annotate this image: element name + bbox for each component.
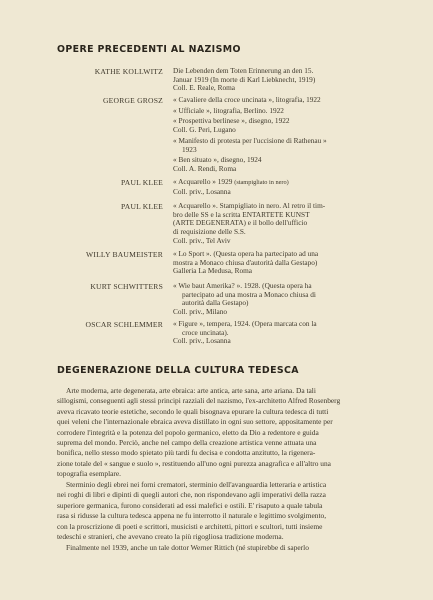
paragraph-line: bonifica, nello stesso modo spietato più tardi fu decisa e condotta anzitutto, la rigenera- <box>57 448 316 458</box>
artwork-detail-line <box>173 126 358 135</box>
artwork-detail-text: « Lo Sport ». (Questa opera ha partecipato ad una <box>173 249 319 258</box>
paragraph-line: Sterminio degli ebrei nei forni crematori, sterminio dell'avanguardia letteraria e artistica <box>66 480 327 489</box>
artwork-detail-text: « Acquarello » 1929 <box>173 177 233 186</box>
artwork-detail-text: di requisizione delle S.S. <box>173 227 246 237</box>
section-title-opere-precedenti: OPERE PRECEDENTI AL NAZISMO <box>57 44 241 55</box>
paragraph-line: Finalmente nel 1939, anche un tale dottor Werner Rittich (né stupirebbe di saperlo <box>66 543 309 552</box>
body-paragraph <box>57 386 371 480</box>
body-paragraph <box>57 480 371 542</box>
artwork-detail-text: 1923 <box>182 144 197 154</box>
artwork-detail-text: mostra a Monaco chiusa d'autorità dalla Gestapo) <box>173 257 318 267</box>
paragraph-line: rasa si ridusse la cultura tedesca appena ne fu interrotto il naturale e legittimo svolgimento, <box>57 511 327 521</box>
artwork-detail-line <box>173 146 358 155</box>
artwork-detail-text: Coll. priv., Losanna <box>173 186 231 196</box>
artwork-detail-text: Coll. priv., Milano <box>173 307 228 317</box>
artwork-detail-text: « Ufficiale », litografia, Berlino. 1922 <box>173 105 284 115</box>
artwork-detail-line <box>173 267 358 276</box>
artwork-details <box>173 96 358 174</box>
artist-name: GEORGE GROSZ <box>103 96 163 105</box>
paragraph-line: zione totale del « sangue e suolo », restituendo all'uno ogni purezza anagrafica e all'altro una <box>57 458 331 468</box>
paragraph-line: corrodere l'integrità e la potenza del popolo germanico, eletto da Dio a redentore e guida <box>57 427 319 437</box>
paragraph-line: tedeschi e stranieri, che avevano creato la più rigogliosa tradizione moderna. <box>57 532 284 542</box>
artwork-detail-text: bro delle SS e la scritta ENTARTETE KUNST <box>173 209 310 219</box>
artwork-detail-text: « Figure », tempera, 1924. (Opera marcata con la <box>173 319 317 328</box>
artist-name: WILLY BAUMEISTER <box>85 250 163 259</box>
artwork-details <box>173 320 358 346</box>
artwork-details <box>173 67 358 93</box>
artwork-detail-line <box>173 188 358 197</box>
artwork-detail-text: « Wie baut Amerika? ». 1928. (Questa opera ha <box>173 281 312 290</box>
artwork-detail-text: « Prospettiva berlinese », disegno, 1922 <box>173 116 290 126</box>
artwork-detail-text: Coll. A. Rendi, Roma <box>173 163 237 173</box>
paragraph-line: topografia esemplare. <box>57 469 122 479</box>
artwork-detail-line <box>173 107 358 116</box>
section-title-degenerazione: DEGENERAZIONE DELLA CULTURA TEDESCA <box>57 365 299 376</box>
artwork-detail-text: Coll. priv., Tel Aviv <box>173 235 231 245</box>
artwork-detail-text: Coll. priv., Losanna <box>173 336 231 346</box>
artist-name: OSCAR SCHLEMMER <box>85 320 163 329</box>
artwork-note: (stampigliato in nero) <box>234 179 289 186</box>
artwork-detail-line <box>173 165 358 174</box>
artwork-details <box>173 282 358 317</box>
artwork-details <box>173 202 358 246</box>
artwork-details <box>173 178 358 196</box>
artwork-detail-line <box>173 84 358 93</box>
paragraph-line: aveva ricavato teorie estetiche, secondo le quali bisognava epurare la cultura tedesca di tutti <box>57 406 329 416</box>
artwork-detail-text: partecipato ad una mostra a Monaco chiusa di <box>182 289 316 299</box>
artwork-detail-text: (ARTE DEGENERATA) e il bollo dell'ufficio <box>173 218 308 228</box>
artist-name: PAUL KLEE <box>121 178 163 187</box>
artwork-detail-text: « Cavaliere della croce uncinata », litografia, 1922 <box>173 95 321 104</box>
paragraph-line: sillogismi, conseguenti agli stessi principi razziali del nazismo, l'ex-architetto Alfred Rosenberg <box>57 396 341 406</box>
artwork-detail-text: Coll. E. Reale, Roma <box>173 83 236 93</box>
artwork-detail-line <box>173 308 358 317</box>
paragraph-line: Arte moderna, arte degenerata, arte ebraica: arte antica, arte sana, arte ariana. Da tali <box>66 386 316 395</box>
artwork-detail-line <box>173 137 358 146</box>
artwork-detail-text: Galleria La Medusa, Roma <box>173 266 253 276</box>
paragraph-line: nei roghi di libri e dipinti di quegli autori che, non rispondevano agli imperativi della razza <box>57 490 326 500</box>
paragraph-line: con la proscrizione di poeti e scrittori, musicisti e architetti, pittori e scultori, tutti insieme <box>57 521 323 531</box>
paragraph-line: quei veleni che l'internazionale ebraica aveva distillato in ogni suo settore, appositamente per <box>57 417 333 427</box>
artwork-detail-text: Die Lebenden dem Toten Erinnerung an den 15. <box>173 66 314 75</box>
paragraph-line: suprema del mondo. Perciò, anche nel campo della creazione artistica venne attuata una <box>57 438 317 448</box>
artwork-detail-text: « Manifesto di protesta per l'uccisione di Rathenau » <box>173 135 327 145</box>
artwork-detail-line <box>173 337 358 346</box>
artwork-detail-text: « Acquarello ». Stampigliato in nero. Al retro il tim- <box>173 201 326 210</box>
artwork-detail-line <box>173 237 358 246</box>
body-paragraph <box>57 543 371 553</box>
paragraph-line: superiore germanica, furono considerati ad essi malefici e ostili. E' risaputo a quale tabula <box>57 500 323 510</box>
artwork-detail-text: Coll. G. Peri, Lugano <box>173 125 236 135</box>
artwork-detail-text: croce uncinata). <box>182 327 229 337</box>
artwork-detail-text: autorità dalla Gestapo) <box>182 298 249 308</box>
artwork-detail-text: « Ben situato », disegno, 1924 <box>173 155 262 165</box>
artist-name: PAUL KLEE <box>121 202 163 211</box>
artwork-detail-line <box>173 96 358 105</box>
artist-name: KATHE KOLLWITZ <box>94 67 163 76</box>
artwork-details <box>173 250 358 276</box>
artwork-detail-text: Januar 1919 (In morte di Karl Liebknecht, 1919) <box>173 74 316 84</box>
artist-name: KURT SCHWITTERS <box>90 282 163 291</box>
